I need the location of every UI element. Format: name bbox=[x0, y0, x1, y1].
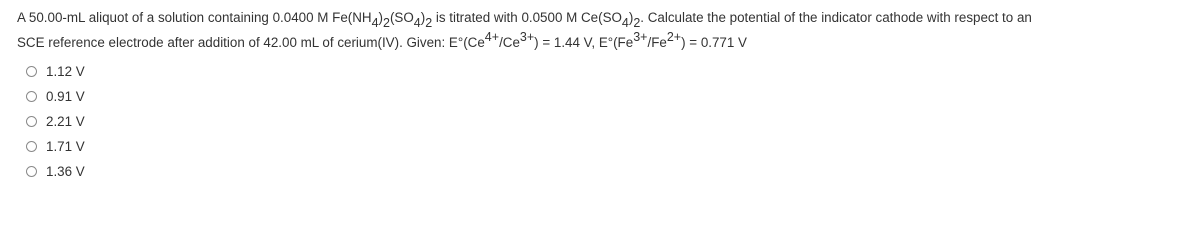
answer-option-2[interactable] bbox=[26, 84, 85, 109]
answer-option-label-3[interactable]: 2.21 V bbox=[46, 114, 85, 129]
subscript: 4 bbox=[621, 16, 629, 30]
subscript: 4 bbox=[371, 16, 379, 30]
answer-option-label-2[interactable]: 0.91 V bbox=[46, 89, 85, 104]
superscript: 3+ bbox=[519, 30, 535, 44]
answer-option-1[interactable] bbox=[26, 59, 85, 84]
superscript: 2+ bbox=[666, 30, 682, 44]
answer-option-3[interactable] bbox=[26, 109, 85, 134]
question-text-segment: is titrated with 0.0500 M Ce(SO bbox=[432, 10, 622, 25]
radio-button-3[interactable] bbox=[26, 116, 37, 127]
subscript: 2 bbox=[633, 16, 641, 30]
question-text-segment: /Fe bbox=[647, 35, 667, 50]
answer-option-label-4[interactable]: 1.71 V bbox=[46, 139, 85, 154]
answer-option-label-5[interactable]: 1.36 V bbox=[46, 164, 85, 179]
answer-option-label-1[interactable]: 1.12 V bbox=[46, 64, 85, 79]
question-text-segment: ) bbox=[420, 10, 426, 25]
question-text-segment: ) bbox=[378, 10, 383, 25]
question-text-segment: ) = 1.44 V, E°(Fe bbox=[534, 35, 634, 50]
subscript: 4 bbox=[413, 16, 421, 30]
subscript: 2 bbox=[425, 16, 433, 30]
question-text-segment: A 50.00-mL aliquot of a solution containing 0.0400 M Fe(NH bbox=[17, 10, 372, 25]
question-text-segment: ) = 0.771 V bbox=[681, 35, 747, 50]
superscript: 4+ bbox=[484, 30, 500, 44]
radio-button-5[interactable] bbox=[26, 166, 37, 177]
question-text-segment: (SO bbox=[389, 10, 414, 25]
question-text-segment: ) bbox=[628, 10, 634, 25]
radio-button-4[interactable] bbox=[26, 141, 37, 152]
answer-option-5[interactable] bbox=[26, 159, 85, 184]
question-text-segment: . Calculate the potential of the indicator cathode with respect to an bbox=[640, 10, 1032, 25]
question-text bbox=[17, 5, 1193, 55]
superscript: 3+ bbox=[633, 30, 648, 44]
answer-options bbox=[26, 59, 85, 184]
question-text-segment: /Ce bbox=[499, 35, 520, 50]
subscript: 2 bbox=[383, 16, 390, 30]
answer-option-4[interactable] bbox=[26, 134, 85, 159]
question-line-1 bbox=[17, 5, 1193, 30]
question-line-2 bbox=[17, 30, 1193, 55]
radio-button-2[interactable] bbox=[26, 91, 37, 102]
question-text-segment: SCE reference electrode after addition of 42.00 mL of cerium(IV). Given: E°(Ce bbox=[17, 35, 485, 50]
radio-button-1[interactable] bbox=[26, 66, 37, 77]
